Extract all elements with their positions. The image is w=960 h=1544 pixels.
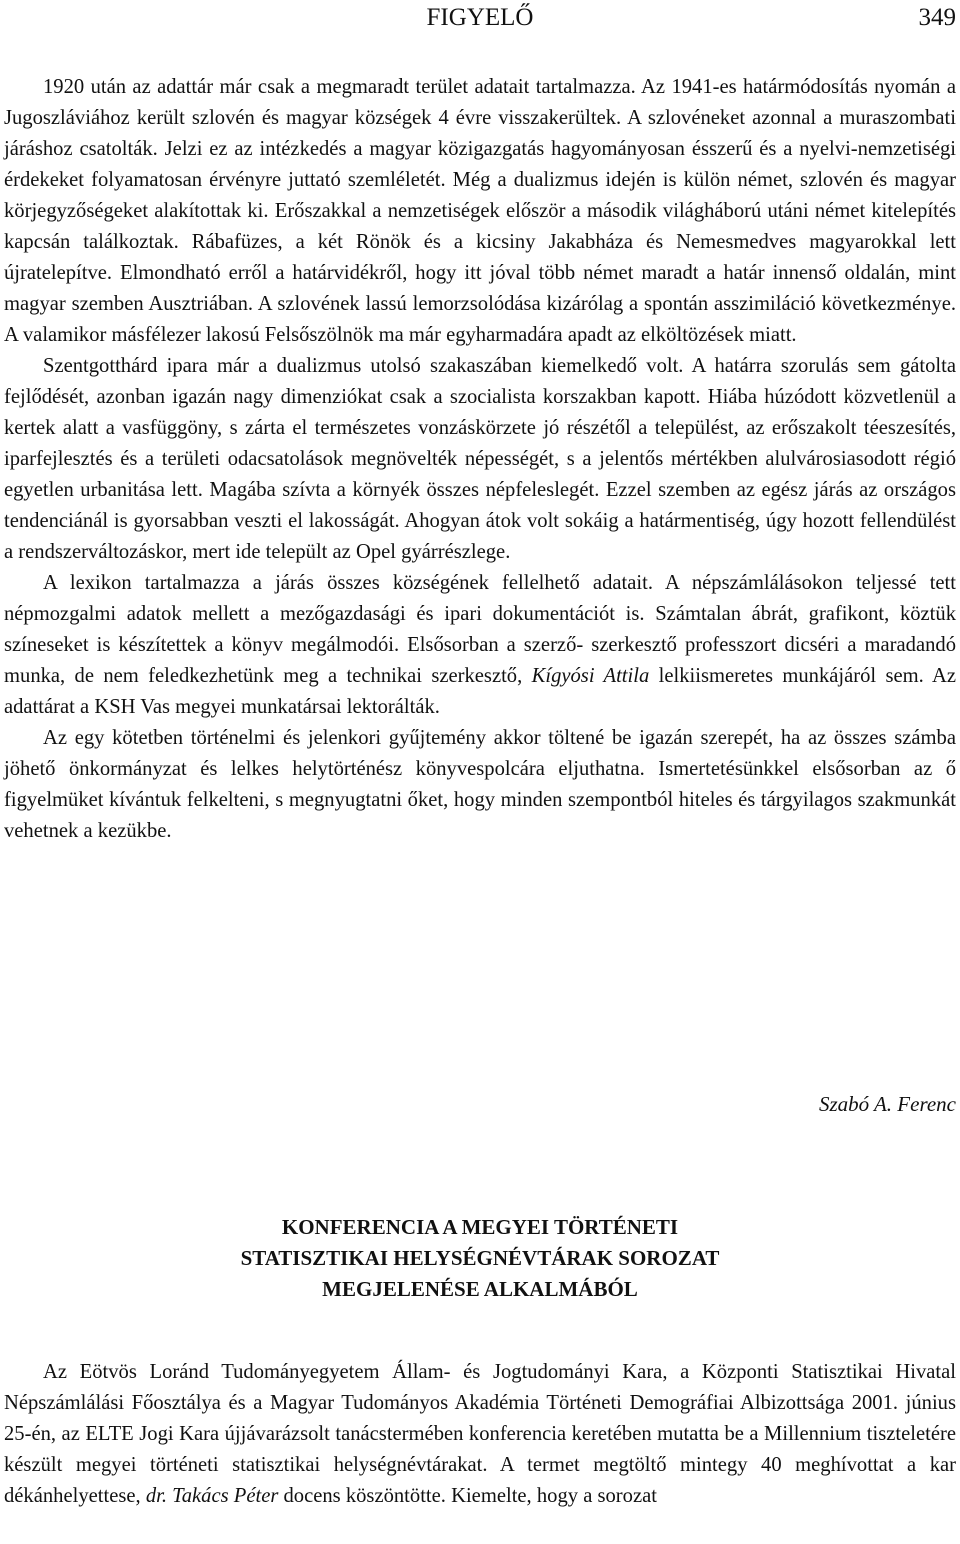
paragraph-text: A lexikon tartalmazza a járás összes községének fellelhető adatait. A népszámlálásokon teljessé tett népmozgalmi adatok mellett a mezőgazdasági és ipari dokumentációt is. Számtalan ábrát, grafikont, köztük színeseket is készítettek a könyv megálmodói. Elsősorban a szerző- szerkesztő professzort dicséri a maradandó munka, de nem feledkezhetünk meg a technikai szerkesztő, [4, 572, 956, 687]
paragraph-text: docens köszöntötte. Kiemelte, hogy a sorozat [278, 1485, 657, 1507]
running-title: FIGYELŐ [426, 4, 534, 31]
running-header [0, 4, 960, 38]
report-paragraph-1 [4, 1357, 956, 1512]
review-body [4, 72, 956, 847]
report-body [4, 1357, 956, 1512]
page-number: 349 [918, 4, 956, 31]
person-name: Takács Péter [172, 1485, 279, 1507]
review-paragraph-4: Az egy kötetben történelmi és jelenkori gyűjtemény akkor töltené be igazán szerepét, ha az összes számba jöhető önkormányzat és lelkes helytörténész könyvespolcára eljuthatna. Ismertetésünkkel elsősorban az ő figyelmüket kívántuk felkelteni, s megnyugtatni őket, hogy minden szempontból hiteles és tárgyilagos szakmunkát vehetnek a kezükbe. [4, 727, 956, 842]
review-paragraph-1: 1920 után az adattár már csak a megmaradt terület adatait tartalmazza. Az 1941-es határmódosítás nyomán a Jugoszláviához került szlovén és magyar községek 4 évre visszakerültek. A szlovéneket azonnal a muraszombati járáshoz csatolták. Jelzi ez az intézkedés a magyar közigazgatás hagyományosan ésszerű és a nyelvi-nemzetiségi érdekeket folyamatosan érvényre juttató szemléletét. Még a dualizmus idején is külön német, szlovén és magyar körjegyzőségeket alakítottak ki. Erőszakkal a nemzetiségek először a második világháború utáni német kitelepítés kapcsán találkoztak. Rábafüzes, a két Rönök és a kicsiny Jakabháza és Nemesmedves magyarokkal lett újratelepítve. Elmondható erről a határvidékről, hogy itt jóval több német maradt a határ innenső oldalán, mint magyar szemben Ausztriában. A szlovének lassú lemorzsolódása kizárólag a spontán asszimiláció következménye. A valamikor másfélezer lakosú Felsőszölnök ma már egyharmadára apadt az elköltözések miatt. [4, 76, 956, 346]
paragraph-text: lelkiismeretes munkájáról sem. Az adattárat a KSH Vas megyei munkatársai lektorálták. [4, 665, 957, 718]
person-title: dr. [145, 1485, 167, 1507]
section-heading-line-1: KONFERENCIA A MEGYEI TÖRTÉNETI [281, 1215, 679, 1239]
section-heading-line-2: STATISZTIKAI HELYSÉGNÉVTÁRAK SOROZAT [240, 1246, 720, 1270]
section-heading [0, 1212, 960, 1305]
author-signature: Szabó A. Ferenc [818, 1092, 956, 1116]
review-paragraph-2: Szentgotthárd ipara már a dualizmus utolsó szakaszában kiemelkedő volt. A határra szorulás sem gátolta fejlődését, azonban igazán nagy dimenziókat csak a szocialista korszakban kapott. Hiába húzódott közvetlenül a kertek alatt a vasfüggöny, s zárta el természetes vonzáskörzete jó részétől a települést, az erőszakolt téeszesítés, iparfejlesztés és a területi odacsatolások megnövelték népességét, s a jelentős mértékben alulvárosiasodott régió egyetlen urbanitása lett. Magába szívta a környék összes népfeleslegét. Ezzel szemben az egész járás az országos tendenciánál is gyorsabban veszti el lakosságát. Ahogyan átok volt sokáig a határmentiség, úgy hozott fellendülést a rendszerváltozáskor, mert ide települt az Opel gyárrészlege. [4, 355, 956, 563]
paragraph-text: Az Eötvös Loránd Tudományegyetem Állam- és Jogtudományi Kara, a Központi Statisztikai Hivatal Népszámlálási Főosztálya és a Magyar Tudományos Akadémia Történeti Demográfiai Albizottsága 2001. június 25-én, az ELTE Jogi Kara újjávarázsolt tanácstermében konferencia keretében mutatta be a Millennium tiszteletére készült megyei történeti statisztikai helységnévtárakat. A termet megtöltő mintegy 40 meghívottat a kar dékánhelyettese, [4, 1361, 956, 1507]
review-paragraph-3 [4, 568, 956, 723]
section-heading-line-3: MEGJELENÉSE ALKALMÁBÓL [322, 1277, 638, 1301]
editor-name: Kígyósi Attila [531, 665, 650, 687]
